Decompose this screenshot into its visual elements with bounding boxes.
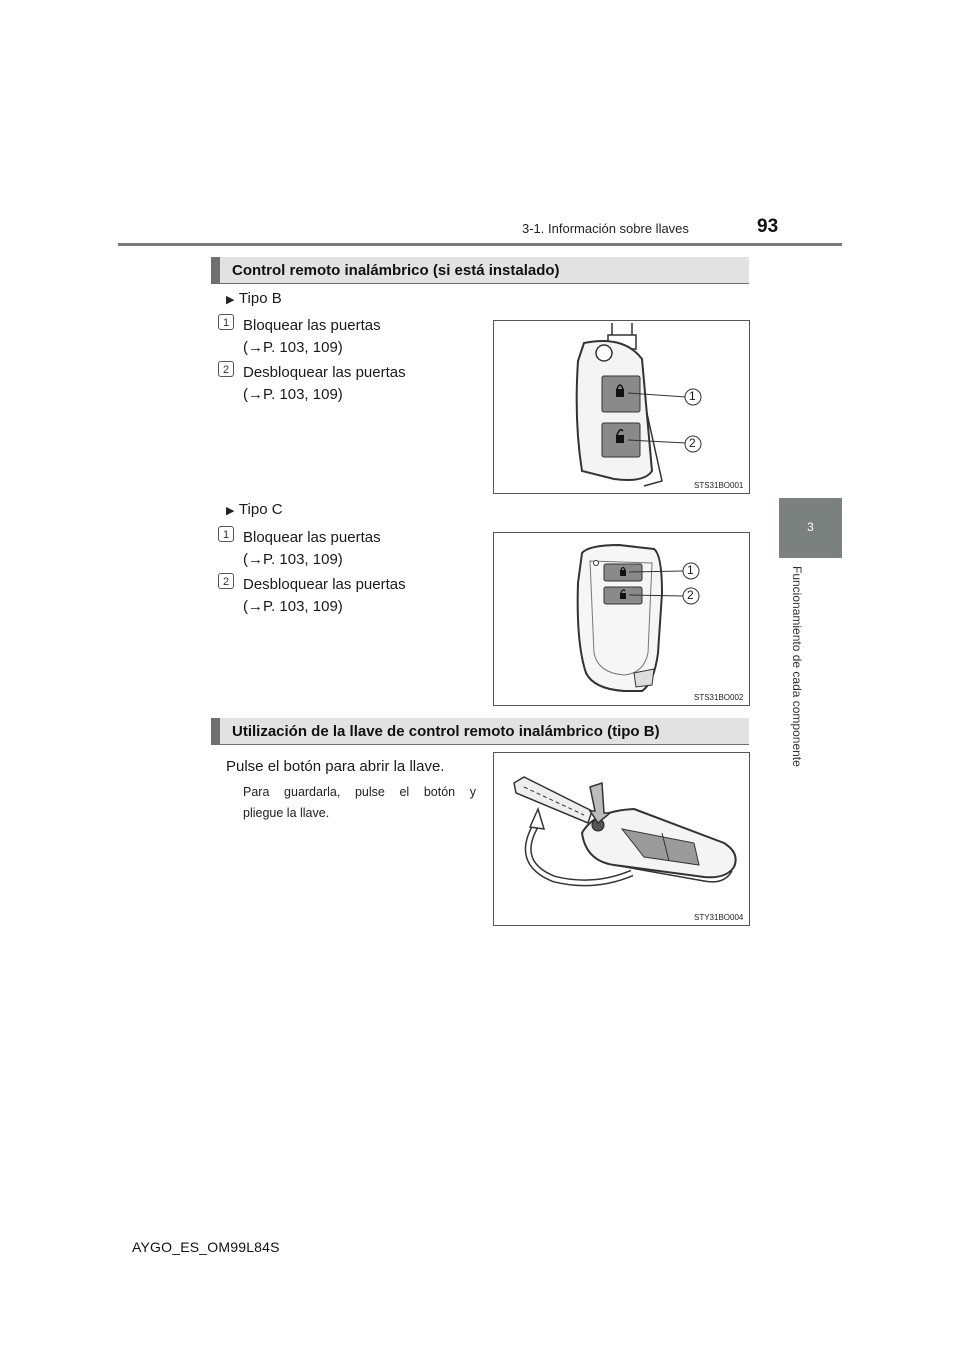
triangle-bullet-icon: ▶ <box>226 294 235 306</box>
type-b-item-1 <box>243 315 381 359</box>
callout-2: 2 <box>689 436 696 450</box>
type-c-item-2 <box>243 574 406 618</box>
callout-1: 1 <box>689 389 696 403</box>
callout-2: 2 <box>687 588 694 602</box>
type-c-item-1 <box>243 527 381 571</box>
item-number-1: 1 <box>218 526 234 542</box>
key-open-illustration <box>493 752 750 926</box>
chapter-tab-number: 3 <box>807 520 814 534</box>
type-b-item-2-ref: (→P. 103, 109) <box>243 386 343 403</box>
figure-code: STS31BO002 <box>694 693 744 702</box>
type-b-key-illustration <box>493 320 750 494</box>
type-c-label: Tipo C <box>238 501 283 518</box>
document-code-footer: AYGO_ES_OM99L84S <box>132 1239 280 1255</box>
type-c-item-1-ref: (→P. 103, 109) <box>243 551 343 568</box>
type-c-item-2-text: Desbloquear las puertas <box>243 576 406 593</box>
section-heading-key-usage <box>211 718 749 745</box>
note-line-2: pliegue la llave. <box>243 806 330 820</box>
section-heading-remote <box>211 257 749 284</box>
type-c-key-illustration <box>493 532 750 706</box>
type-b-item-1-text: Bloquear las puertas <box>243 317 381 334</box>
type-c-item-1-text: Bloquear las puertas <box>243 529 381 546</box>
item-number-2: 2 <box>218 573 234 589</box>
type-b-item-1-ref: (→P. 103, 109) <box>243 339 343 356</box>
type-b-label: Tipo B <box>238 290 282 307</box>
type-c-item-2-ref: (→P. 103, 109) <box>243 598 343 615</box>
page-number: 93 <box>757 216 779 237</box>
item-number-1: 1 <box>218 314 234 330</box>
header-rule <box>118 243 842 246</box>
section-heading-remote-text: Control remoto inalámbrico (si está instalado) <box>232 262 560 279</box>
triangle-bullet-icon: ▶ <box>226 505 235 517</box>
type-b-label-row <box>226 290 282 308</box>
type-c-label-row <box>226 501 283 519</box>
note-line-1: Para guardarla, pulse el botón y <box>243 785 476 799</box>
type-b-item-2-text: Desbloquear las puertas <box>243 364 406 381</box>
note-text <box>243 782 476 824</box>
figure-code: STY31BO004 <box>694 913 744 922</box>
figure-code: STS31BO001 <box>694 481 744 490</box>
section-heading-key-usage-text: Utilización de la llave de control remoto inalámbrico (tipo B) <box>232 723 660 740</box>
item-number-2: 2 <box>218 361 234 377</box>
callout-1: 1 <box>687 563 694 577</box>
instruction-text: Pulse el botón para abrir la llave. <box>226 758 445 775</box>
running-header-section: 3-1. Información sobre llaves <box>522 221 689 236</box>
type-b-item-2 <box>243 362 406 406</box>
chapter-tab-label: Funcionamiento de cada componente <box>790 566 804 767</box>
